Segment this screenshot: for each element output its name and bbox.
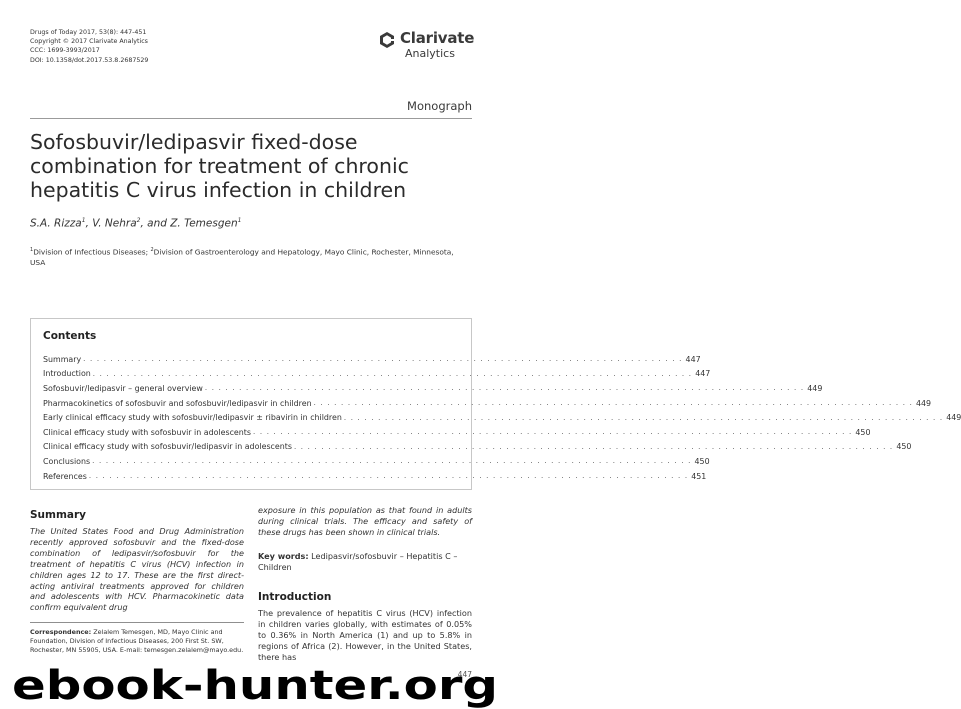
contents-item[interactable] xyxy=(43,454,710,469)
contents-item-page: 447 xyxy=(695,369,711,379)
contents-item-label: Sofosbuvir/ledipasvir – general overview xyxy=(43,383,203,393)
correspondence-label: Correspondence: xyxy=(30,628,92,636)
contents-item-label: Clinical efficacy study with sofosbuvir/ledipasvir in adolescents xyxy=(43,442,292,452)
affiliations xyxy=(30,245,470,268)
meta-line: Copyright © 2017 Clarivate Analytics xyxy=(30,38,148,46)
contents-item-page: 449 xyxy=(807,383,823,393)
watermark-text: ebook-hunter.org xyxy=(12,663,498,709)
affiliation-text: Division of Infectious Diseases; xyxy=(33,247,151,257)
summary-continuation: exposure in this population as that found in adults during clinical trials. The efficacy and safety of these drugs has been shown in clinical trials. xyxy=(258,505,472,537)
contents-item-label: Introduction xyxy=(43,369,91,379)
meta-line: DOI: 10.1358/dot.2017.53.8.2687529 xyxy=(30,56,149,64)
contents-item[interactable] xyxy=(43,367,711,382)
correspondence-text: Zelalem Temesgen, MD, Mayo Clinic and Foundation, Division of Infectious Diseases, 200 First St. SW, Rochester, MN 55905, USA. E-mail: temesgen.zelalem@mayo.edu. xyxy=(30,628,244,654)
contents-item-label: Early clinical efficacy study with sofosbuvir/ledipasvir ± ribavirin in children xyxy=(43,413,342,423)
page-number: 447 xyxy=(457,670,472,679)
dot-leader: . . . . . . . . . . . . . . . . . . . . . . . . . . . . . . . . . . . . . . . . . . . . . . . . . . . . . . . . . . . . . . . . . . . . . . . . . . . . . . . . . . . . . . . . xyxy=(343,413,944,422)
contents-title: Contents xyxy=(43,330,97,342)
contents-item-page: 450 xyxy=(896,442,912,452)
keywords xyxy=(258,551,472,573)
contents-item-label: Pharmacokinetics of sofosbuvir and sofosbuvir/ledipasvir in children xyxy=(43,398,312,408)
author-separator: , and xyxy=(140,217,171,230)
contents-item-label: Clinical efficacy study with sofosbuvir in adolescents xyxy=(43,427,251,437)
dot-leader: . . . . . . . . . . . . . . . . . . . . . . . . . . . . . . . . . . . . . . . . . . . . . . . . . . . . . . . . . . . . . . . . . . . . . . . . . . . . . . . . . . . . . . . . xyxy=(92,369,693,378)
contents-item[interactable] xyxy=(43,425,871,440)
footnote-divider xyxy=(30,622,244,623)
article-title: Sofosbuvir/ledipasvir fixed-dose combination for treatment of chronic hepatitis C virus infection in children xyxy=(30,130,409,202)
contents-item-page: 450 xyxy=(694,456,710,466)
introduction-heading: Introduction xyxy=(258,591,332,603)
contents-item-label: Summary xyxy=(43,354,82,364)
logo-mark-icon xyxy=(378,31,396,49)
contents-item-label: Conclusions xyxy=(43,456,91,466)
contents-item[interactable] xyxy=(43,352,701,367)
author-separator: , xyxy=(85,217,93,230)
contents-item[interactable] xyxy=(43,381,823,396)
watermark xyxy=(10,659,502,709)
author-name: Z. Temesgen xyxy=(170,217,238,230)
author-affiliation-mark: 1 xyxy=(237,217,242,224)
keywords-text: Ledipasvir/sofosbuvir – Hepatitis C – Children xyxy=(258,551,458,572)
author-name: V. Nehra xyxy=(92,217,137,230)
journal-meta xyxy=(30,28,148,65)
contents-item-page: 451 xyxy=(691,471,707,481)
affiliation-mark: 2 xyxy=(150,247,154,253)
dot-leader: . . . . . . . . . . . . . . . . . . . . . . . . . . . . . . . . . . . . . . . . . . . . . . . . . . . . . . . . . . . . . . . . . . . . . . . . . . . . . . . . . . . . . . . . xyxy=(313,399,914,408)
contents-item-page: 447 xyxy=(685,354,701,364)
summary-text: The United States Food and Drug Administration recently approved sofosbuvir and the fixed-dose combination of ledipasvir/sofosbuvir for the treatment of hepatitis C virus (HCV) infection in children ages 12 to 17. These are the first direct-acting antiviral treatments approved for children and adolescents with HCV. Pharmacokinetic data confirm equivalent drug xyxy=(30,526,244,613)
header-divider xyxy=(30,118,472,119)
contents-list xyxy=(43,352,961,483)
affiliation-mark: 1 xyxy=(30,247,34,253)
contents-item-page: 449 xyxy=(916,398,932,408)
contents-item-label: References xyxy=(43,471,87,481)
logo-name: Clarivate xyxy=(400,29,475,47)
dot-leader: . . . . . . . . . . . . . . . . . . . . . . . . . . . . . . . . . . . . . . . . . . . . . . . . . . . . . . . . . . . . . . . . . . . . . . . . . . . . . . . . . . . . . . . . xyxy=(88,472,689,481)
meta-line: Drugs of Today 2017, 53(8): 447-451 xyxy=(30,29,147,36)
dot-leader: . . . . . . . . . . . . . . . . . . . . . . . . . . . . . . . . . . . . . . . . . . . . . . . . . . . . . . . . . . . . . . . . . . . . . . . . . . . . . . . . . . . . . . . . xyxy=(83,355,683,364)
correspondence-note xyxy=(30,628,244,654)
dot-leader: . . . . . . . . . . . . . . . . . . . . . . . . . . . . . . . . . . . . . . . . . . . . . . . . . . . . . . . . . . . . . . . . . . . . . . . . . . . . . . . . . . . . . . . . xyxy=(92,457,692,466)
author-affiliation-mark: 1 xyxy=(81,217,86,224)
affiliation-text: Division of Gastroenterology and Hepatology, Mayo Clinic, Rochester, Minnesota, USA xyxy=(30,247,454,267)
dot-leader: . . . . . . . . . . . . . . . . . . . . . . . . . . . . . . . . . . . . . . . . . . . . . . . . . . . . . . . . . . . . . . . . . . . . . . . . . . . . . . . . . . . . . . . . xyxy=(253,428,853,437)
contents-box xyxy=(30,318,961,490)
contents-item[interactable] xyxy=(43,410,961,425)
clarivate-logo xyxy=(378,29,474,69)
dot-leader: . . . . . . . . . . . . . . . . . . . . . . . . . . . . . . . . . . . . . . . . . . . . . . . . . . . . . . . . . . . . . . . . . . . . . . . . . . . . . . . . . . . . . . . . xyxy=(293,442,894,451)
contents-item-page: 450 xyxy=(855,427,871,437)
author-list xyxy=(30,217,241,230)
logo-sub: Analytics xyxy=(405,47,455,60)
author-name: S.A. Rizza xyxy=(30,217,82,230)
meta-line: CCC: 1699-3993/2017 xyxy=(30,47,100,55)
contents-item[interactable] xyxy=(43,469,707,484)
keywords-label: Key words: xyxy=(258,551,309,561)
author-affiliation-mark: 2 xyxy=(136,217,141,224)
section-label: Monograph xyxy=(407,99,472,113)
contents-item[interactable] xyxy=(43,440,912,455)
summary-heading: Summary xyxy=(30,509,87,521)
dot-leader: . . . . . . . . . . . . . . . . . . . . . . . . . . . . . . . . . . . . . . . . . . . . . . . . . . . . . . . . . . . . . . . . . . . . . . . . . . . . . . . . . . . . . . . . xyxy=(204,384,805,393)
introduction-text: The prevalence of hepatitis C virus (HCV) infection in children varies globally, with estimates of 0.05% to 0.36% in North America (1) and up to 5.8% in regions of Africa (2). However, in the United States, there has xyxy=(258,608,472,662)
contents-item-page: 449 xyxy=(946,413,961,423)
contents-item[interactable] xyxy=(43,396,932,411)
